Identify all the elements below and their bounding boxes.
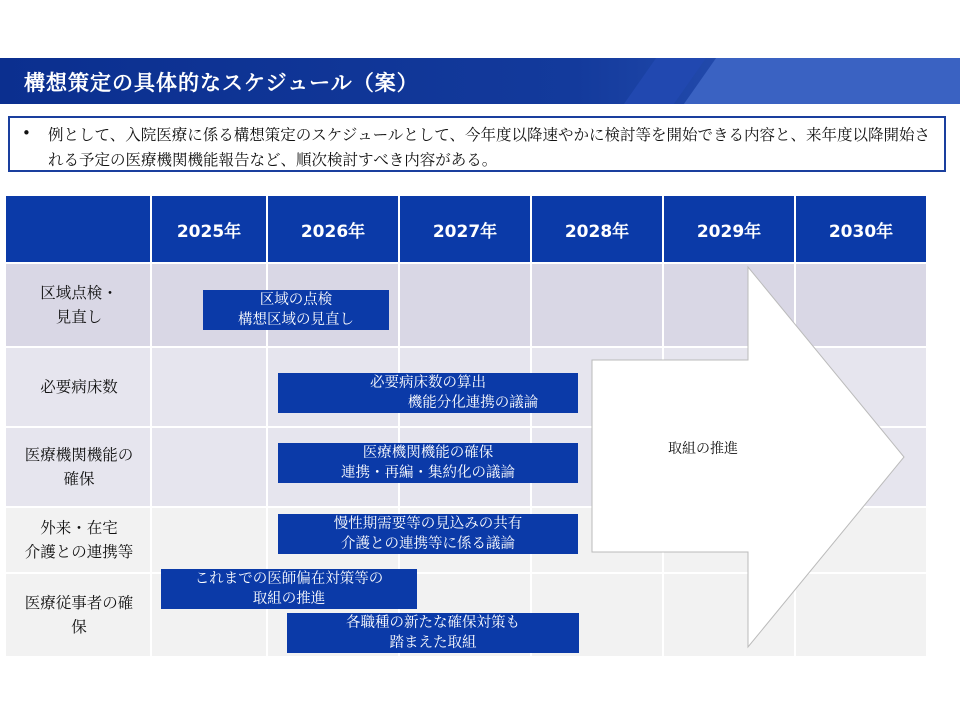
summary-note-text: 例として、入院医療に係る構想策定のスケジュールとして、今年度以降速やかに検討等を開始できる内容と、来年度以降開始される予定の医療機関機能報告など、順次検討すべき内容がある。 bbox=[48, 126, 930, 169]
bullet-icon: • bbox=[22, 124, 31, 142]
arrow-label: 取組の推進 bbox=[668, 441, 738, 457]
schedule-bar bbox=[203, 290, 389, 330]
year-header: 2025年 bbox=[152, 196, 266, 262]
schedule-bar bbox=[278, 443, 578, 483]
row-label: 医療従事者の確 保 bbox=[24, 594, 134, 636]
bar-text: これまでの医師偏在対策等の bbox=[194, 571, 384, 587]
row-label: 必要病床数 bbox=[40, 378, 118, 396]
bar-text: 踏まえた取組 bbox=[389, 635, 477, 651]
right-arrow-icon bbox=[592, 267, 904, 647]
year-header: 2026年 bbox=[268, 196, 398, 262]
row-label: 医療機関機能の 確保 bbox=[24, 446, 134, 488]
bar-text: 連携・再編・集約化の議論 bbox=[341, 465, 515, 481]
bar-text: 各職種の新たな確保対策も bbox=[346, 615, 520, 631]
bar-text: 介護との連携等に係る議論 bbox=[341, 536, 515, 552]
schedule-bar bbox=[278, 373, 578, 413]
schedule-bar bbox=[161, 569, 417, 609]
year-header: 2030年 bbox=[796, 196, 926, 262]
schedule-bar bbox=[287, 613, 579, 653]
bar-text: 機能分化連携の議論 bbox=[407, 395, 539, 411]
row-label: 区域点検・ 見直し bbox=[40, 284, 118, 326]
year-header: 2029年 bbox=[664, 196, 794, 262]
bar-text: 構想区域の見直し bbox=[238, 312, 354, 328]
bar-text: 必要病床数の算出 bbox=[370, 375, 486, 391]
bar-text: 医療機関機能の確保 bbox=[362, 445, 494, 461]
page-title: 構想策定の具体的なスケジュール（案） bbox=[24, 71, 419, 95]
year-header: 2028年 bbox=[532, 196, 662, 262]
year-header: 2027年 bbox=[400, 196, 530, 262]
bar-text: 慢性期需要等の見込みの共有 bbox=[333, 516, 523, 532]
bar-text: 区域の点検 bbox=[259, 292, 333, 308]
schedule-bar bbox=[278, 514, 578, 554]
bar-text: 取組の推進 bbox=[252, 591, 326, 607]
row-label: 外来・在宅 介護との連携等 bbox=[24, 519, 134, 561]
